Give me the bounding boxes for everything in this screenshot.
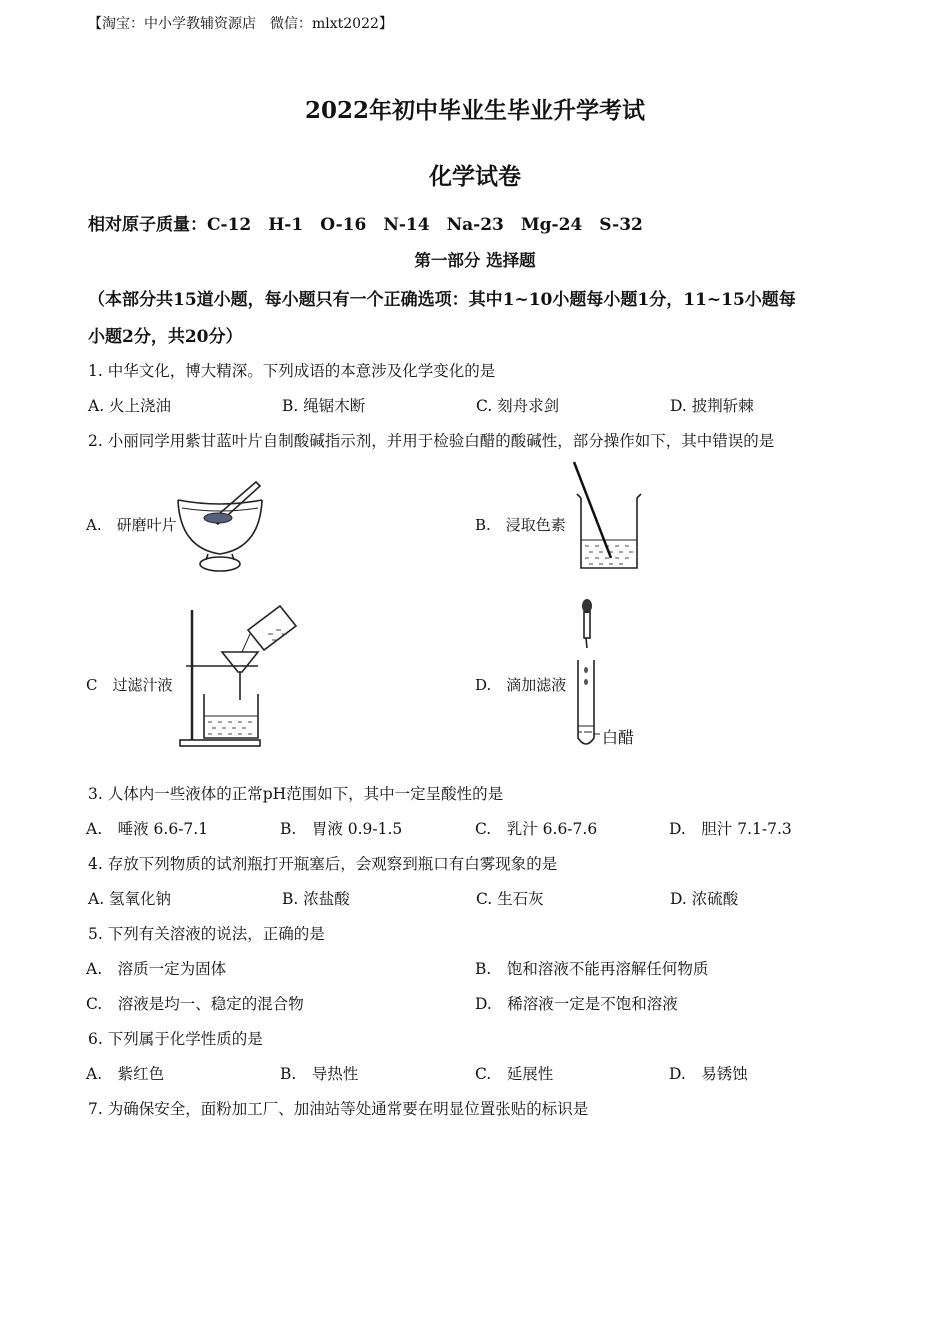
q1-option-c: C. 刻舟求剑 bbox=[476, 397, 560, 415]
q2-option-c: C 过滤汁液 bbox=[86, 676, 173, 694]
q4-option-a: A. 氢氧化钠 bbox=[88, 890, 172, 908]
q6-option-c: C. 延展性 bbox=[475, 1065, 554, 1083]
q6-option-a: A. 紫红色 bbox=[86, 1065, 165, 1083]
q4-option-c: C. 生石灰 bbox=[476, 890, 544, 908]
q1-option-d: D. 披荆斩棘 bbox=[670, 397, 754, 415]
q2-option-b: B. 浸取色素 bbox=[475, 516, 566, 534]
question-6-stem: 6. 下列属于化学性质的是 bbox=[88, 1030, 263, 1048]
question-4-stem: 4. 存放下列物质的试剂瓶打开瓶塞后，会观察到瓶口有白雾现象的是 bbox=[88, 855, 558, 873]
q4-option-b: B. 浓盐酸 bbox=[282, 890, 350, 908]
section-title: 第一部分 选择题 bbox=[414, 251, 536, 270]
q2-option-d: D. 滴加滤液 bbox=[475, 676, 567, 694]
q5-option-c: C. 溶液是均一、稳定的混合物 bbox=[86, 995, 304, 1013]
beaker-rod-figure bbox=[565, 460, 655, 575]
filtration-figure bbox=[178, 600, 303, 750]
exam-subtitle: 化学试卷 bbox=[429, 163, 521, 190]
question-5-stem: 5. 下列有关溶液的说法，正确的是 bbox=[88, 925, 325, 943]
q5-option-b: B. 饱和溶液不能再溶解任何物质 bbox=[475, 960, 709, 978]
q3-option-c: C. 乳汁 6.6-7.6 bbox=[475, 820, 598, 838]
q6-option-d: D. 易锈蚀 bbox=[669, 1065, 748, 1083]
q3-option-a: A. 唾液 6.6-7.1 bbox=[86, 820, 209, 838]
question-1-stem: 1. 中华文化，博大精深。下列成语的本意涉及化学变化的是 bbox=[88, 362, 496, 380]
question-2-stem: 2. 小丽同学用紫甘蓝叶片自制酸碱指示剂，并用于检验白醋的酸碱性，部分操作如下，其中错误的是 bbox=[88, 432, 775, 450]
q5-option-a: A. 溶质一定为固体 bbox=[86, 960, 227, 978]
question-3-stem: 3. 人体内一些液体的正常pH范围如下，其中一定呈酸性的是 bbox=[88, 785, 504, 803]
atomic-masses: 相对原子质量：C-12 H-1 O-16 N-14 Na-23 Mg-24 S-32 bbox=[88, 215, 643, 235]
q3-option-b: B. 胃液 0.9-1.5 bbox=[280, 820, 403, 838]
q5-option-d: D. 稀溶液一定是不饱和溶液 bbox=[475, 995, 678, 1013]
q4-option-d: D. 浓硫酸 bbox=[670, 890, 739, 908]
vinegar-label: 白醋 bbox=[602, 728, 635, 747]
q3-option-d: D. 胆汁 7.1-7.3 bbox=[669, 820, 792, 838]
mortar-pestle-figure bbox=[170, 478, 270, 578]
q1-option-b: B. 绳锯木断 bbox=[282, 397, 366, 415]
exam-title: 2022年初中毕业生毕业升学考试 bbox=[304, 97, 645, 124]
q6-option-b: B. 导热性 bbox=[280, 1065, 359, 1083]
section-note-line2: 小题2分，共20分） bbox=[88, 327, 243, 347]
q2-option-a: A. 研磨叶片 bbox=[86, 516, 177, 534]
section-note-line1: （本部分共15道小题，每小题只有一个正确选项：其中1~10小题每小题1分，11~15小题每 bbox=[88, 290, 796, 310]
question-7-stem: 7. 为确保安全，面粉加工厂、加油站等处通常要在明显位置张贴的标识是 bbox=[88, 1100, 589, 1118]
q1-option-a: A. 火上浇油 bbox=[88, 397, 172, 415]
page-header: 【淘宝：中小学教辅资源店 微信：mlxt2022】 bbox=[88, 16, 393, 32]
